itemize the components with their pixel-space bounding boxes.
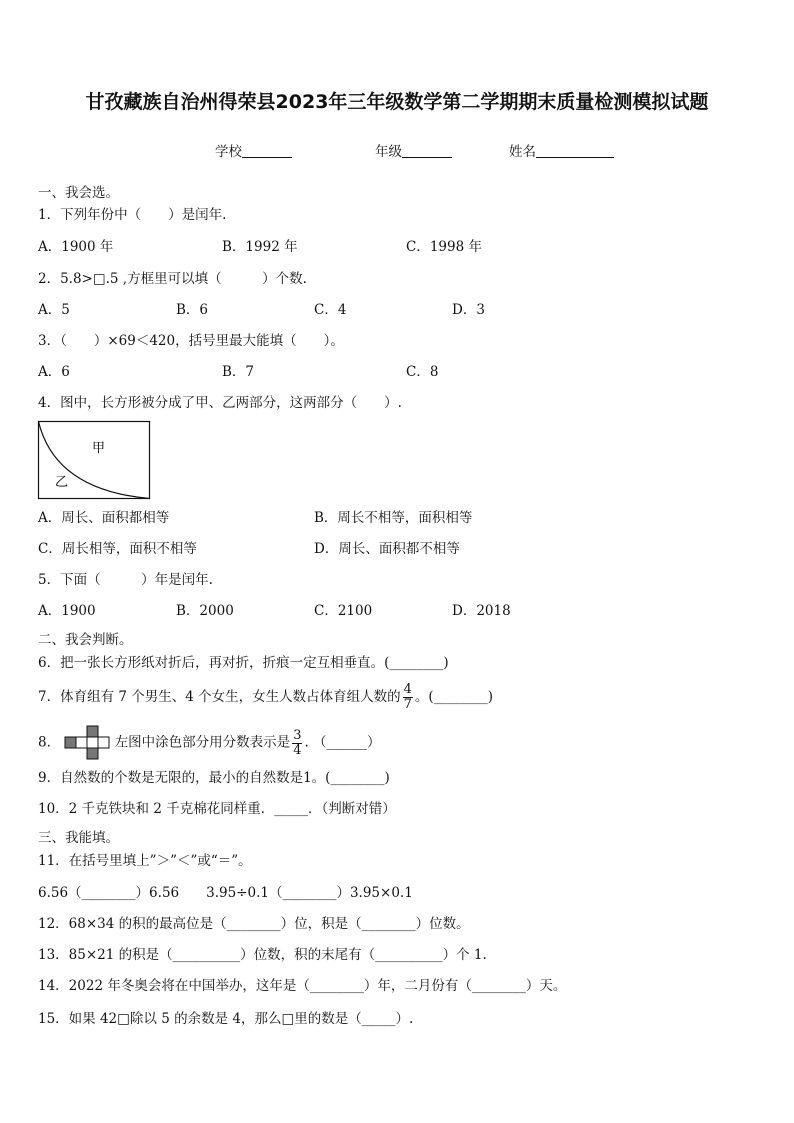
section-heading: 一、我会选。	[38, 185, 119, 201]
q1-option-b: B．1992 年	[222, 239, 298, 255]
q5-option-c: C．2100	[314, 603, 373, 619]
question-2: 2．5.8>□.5 ,方框里可以填（ ）个数.	[38, 271, 307, 287]
q4-option-d: D．周长、面积都不相等	[314, 541, 460, 557]
school-label: 学校	[215, 144, 242, 160]
grade-label: 年级	[375, 144, 402, 160]
question-15: 15．如果 42□除以 5 的余数是 4，那么□里的数是（_____）.	[38, 1011, 414, 1027]
question-9: 9．自然数的个数是无限的，最小的自然数是1。(________)	[38, 770, 390, 786]
question-11: 11．在括号里填上”＞”＜”或“＝”。	[38, 853, 252, 869]
section-heading: 二、我会判断。	[38, 632, 133, 648]
grade-field	[375, 140, 452, 160]
question-4: 4．图中，长方形被分成了甲、乙两部分，这两部分（ ）.	[38, 395, 402, 411]
q3-option-c: C．8	[406, 364, 439, 380]
q4-option-c: C．周长相等，面积不相等	[38, 541, 197, 557]
shaded-squares-figure	[64, 725, 110, 761]
q7-answer: 。(________)	[414, 689, 493, 705]
q2-option-d: D．3	[452, 302, 485, 318]
school-field	[215, 140, 292, 160]
q2-option-a: A．5	[38, 302, 70, 318]
label-jia: 甲	[92, 441, 106, 456]
question-8	[38, 725, 381, 761]
question-10: 10．2 千克铁块和 2 千克棉花同样重．_____．（判断对错）	[38, 801, 396, 817]
q2-option-b: B．6	[176, 302, 209, 318]
q4-option-b: B．周长不相等，面积相等	[314, 510, 473, 526]
q8-text: 左图中涂色部分用分数表示是	[114, 734, 291, 751]
question-12: 12．68×34 的积的最高位是（________）位，积是（________）位数。	[38, 916, 470, 932]
question-6: 6．把一张长方形纸对折后，再对折，折痕一定互相垂直。(________)	[38, 655, 449, 671]
fraction: $\frac{3}{4}$	[293, 727, 302, 758]
q8-number: 8．	[38, 734, 61, 751]
q7-text: 7．体育组有 7 个男生、4 个女生，女生人数占体育组人数的	[38, 689, 401, 705]
q5-option-d: D．2018	[452, 603, 511, 619]
q4-option-a: A．周长、面积都相等	[38, 510, 170, 526]
q8-answer: . （______）	[304, 734, 381, 751]
name-label: 姓名	[509, 144, 536, 160]
q5-option-b: B．2000	[176, 603, 234, 619]
question-7	[38, 683, 493, 712]
rectangle-diagram	[37, 420, 152, 502]
page-title: 甘孜藏族自治州得荣县2023年三年级数学第二学期期末质量检测模拟试题	[85, 91, 709, 113]
q3-option-b: B．7	[222, 364, 255, 380]
question-14: 14．2022 年冬奥会将在中国举办，这年是（________）年，二月份有（________）天。	[38, 978, 567, 994]
question-3: 3．（ ）×69＜420，括号里最大能填（ ）。	[38, 333, 344, 349]
q1-option-c: C．1998 年	[406, 239, 482, 255]
fraction: $\frac{4}{7}$	[403, 682, 412, 712]
section-heading: 三、我能填。	[38, 830, 119, 846]
q2-option-c: C．4	[314, 302, 347, 318]
question-1: 1．下列年份中（ ）是闰年.	[38, 207, 227, 223]
q1-option-a: A．1900 年	[38, 239, 114, 255]
question-5: 5．下面（ ）年是闰年.	[38, 572, 213, 588]
q5-option-a: A．1900	[38, 603, 96, 619]
question-13: 13．85×21 的积是（__________）位数，积的末尾有（__________）个 1.	[38, 947, 487, 963]
name-field	[509, 140, 614, 160]
q11-row: 6.56（________）6.56 3.95÷0.1（________）3.95×0.1	[38, 885, 413, 901]
q3-option-a: A．6	[38, 364, 70, 380]
label-yi: 乙	[55, 475, 69, 490]
